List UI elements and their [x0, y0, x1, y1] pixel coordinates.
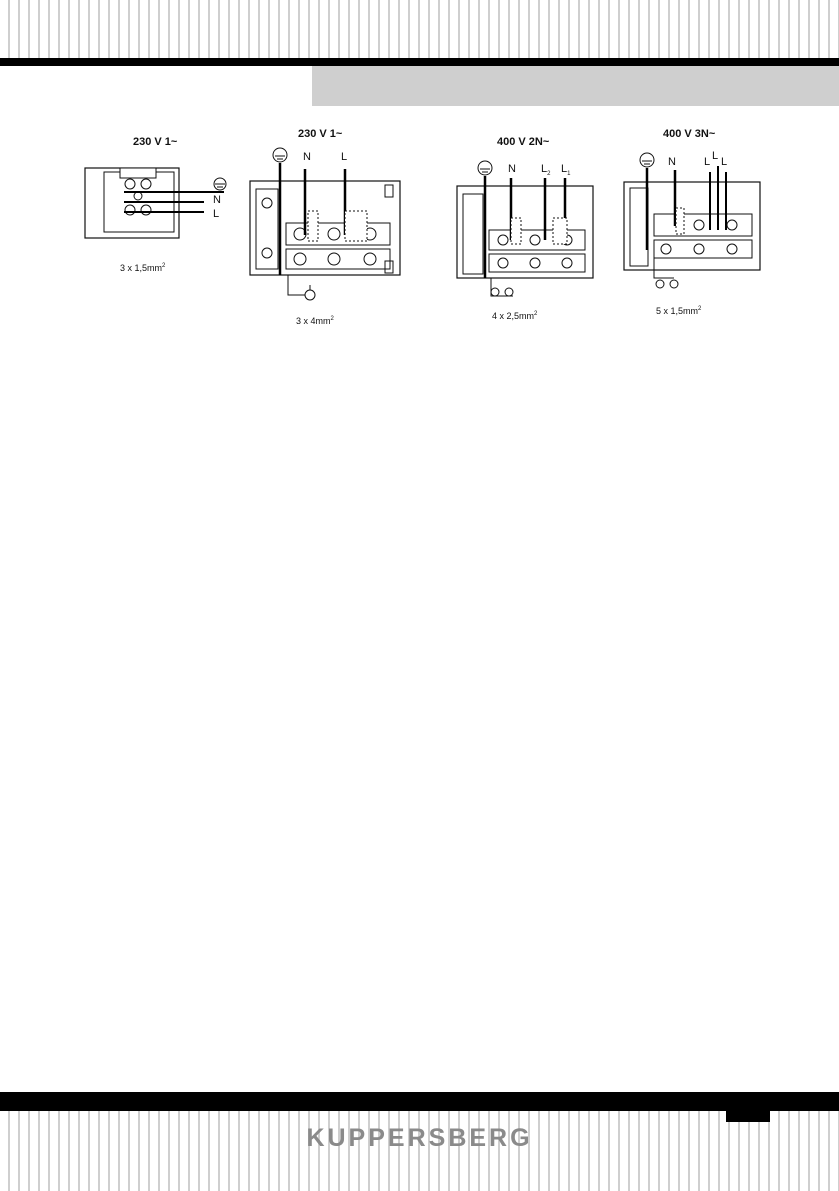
header-bar	[0, 58, 839, 66]
diagram-3-cable-spec: 4 x $2,5mm^2$	[492, 311, 538, 321]
diagram-4-terminal-n: N	[668, 156, 676, 168]
diagram-1-terminal-block	[84, 160, 234, 242]
page-number-tab	[726, 1111, 770, 1122]
footer-bar	[0, 1092, 839, 1111]
diagram-2-terminal-l: L	[341, 151, 348, 163]
brand-logo: KUPPERSBERG	[306, 1124, 533, 1152]
diagram-4-cable-spec: 5 x $1,5mm^2$	[656, 306, 702, 316]
section-header-band	[312, 66, 839, 106]
diagram-2-voltage: 230 V 1~	[298, 128, 343, 140]
diagram-3-terminal-l1: $L_1$	[561, 163, 571, 178]
diagram-4-terminal-block	[622, 150, 762, 296]
diagram-2-cable-spec: 3 x $4mm^2$	[296, 316, 334, 326]
diagram-2-terminal-block	[248, 145, 403, 305]
header-stripe-pattern	[0, 0, 839, 58]
diagram-3-terminal-l2: $L_2$	[541, 163, 551, 178]
diagram-3-voltage: 400 V 2N~	[497, 136, 550, 148]
diagram-1-terminal-n: N	[213, 194, 221, 206]
diagram-3-terminal-block	[455, 158, 595, 304]
diagram-1-voltage: 230 V 1~	[133, 136, 178, 148]
diagram-4-terminal-l1: L	[721, 156, 728, 168]
diagram-4-terminal-l2: L	[712, 150, 719, 162]
diagram-2-terminal-n: N	[303, 151, 311, 163]
diagram-4-terminal-l3: L	[704, 156, 711, 168]
diagram-4-voltage: 400 V 3N~	[663, 128, 716, 140]
diagram-1-terminal-l: L	[213, 208, 220, 220]
diagram-3-terminal-n: N	[508, 163, 516, 175]
diagram-1-cable-spec: 3 x $1,5mm^2$	[120, 263, 166, 273]
